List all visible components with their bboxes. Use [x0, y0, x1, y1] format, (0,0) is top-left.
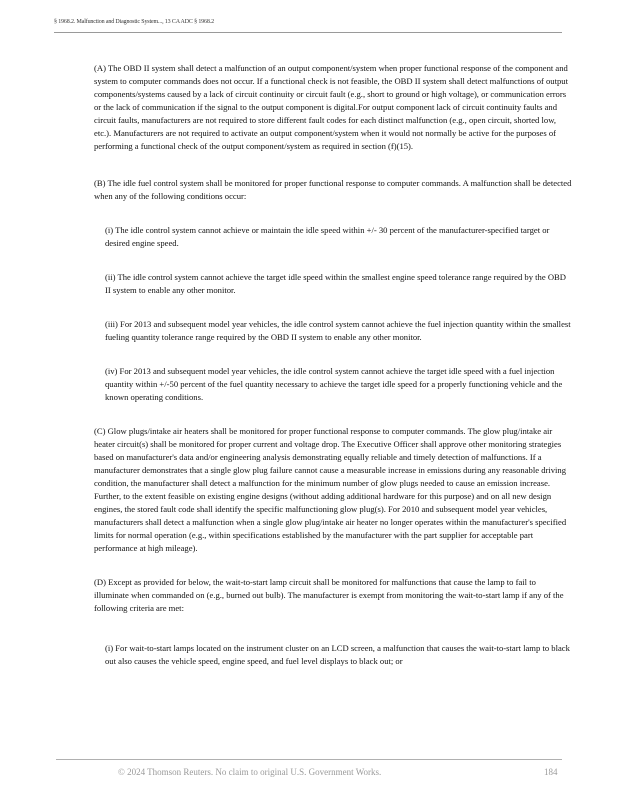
running-head: § 1968.2. Malfunction and Diagnostic System..., 13 CA ADC § 1968.2	[54, 19, 214, 25]
header-divider	[54, 32, 562, 33]
paragraph-b: (B) The idle fuel control system shall be monitored for proper functional response to computer commands. A malfunction shall be detected when any of the following conditions occur:	[94, 178, 572, 201]
paragraph-b-iii: (iii) For 2013 and subsequent model year vehicles, the idle control system cannot achieve the fuel injection quantity within the smallest fueling quantity tolerance range required by the OBD II system to enable any other monitor.	[105, 319, 571, 342]
paragraph-a: (A) The OBD II system shall detect a malfunction of an output component/system when proper functional response of the component and system to computer commands does not occur. If a functional check is not feasible, the OBD II system shall detect malfunctions of output components/systems caused by a lack of circuit continuity or circuit fault (e.g., short to ground or high voltage), or communication errors or the lack of communication if the signal to the output component is digital.For output component lack of circuit continuity faults and circuit faults, manufacturers are not required to store different fault codes for each distinct malfunction (e.g., open circuit, shorted low, etc.). Manufacturers are not required to activate an output component/system when it would not normally be active for the purposes of performing a functional check of the output component/system as required in section (f)(15).	[94, 63, 568, 151]
paragraph-b-ii: (ii) The idle control system cannot achieve the target idle speed within the smallest engine speed tolerance range required by the OBD II system to enable any other monitor.	[105, 272, 566, 295]
document-body	[94, 62, 572, 668]
paragraph-d: (D) Except as provided for below, the wait-to-start lamp circuit shall be monitored for malfunctions that cause the lamp to fail to illuminate when commanded on (e.g., burned out bulb). The manufacturer is exempt from monitoring the wait-to-start lamp if any of the following criteria are met:	[94, 577, 564, 613]
paragraph-b-i: (i) The idle control system cannot achieve or maintain the idle speed within +/- 30 percent of the manufacturer-specified target or desired engine speed.	[105, 225, 550, 248]
paragraph-d-i: (i) For wait-to-start lamps located on the instrument cluster on an LCD screen, a malfunction that causes the wait-to-start lamp to black out also causes the vehicle speed, engine speed, and fuel level displays to black out; or	[105, 643, 570, 666]
footer-copyright: © 2024 Thomson Reuters. No claim to original U.S. Government Works.	[118, 767, 382, 777]
footer-divider	[56, 759, 562, 760]
paragraph-b-iv: (iv) For 2013 and subsequent model year vehicles, the idle control system cannot achieve the target idle speed with a fuel injection quantity within +/-50 percent of the fuel quantity necessary to achieve the target idle speed for a properly functioning vehicle and the known operating conditions.	[105, 366, 563, 402]
page-number: 184	[544, 767, 558, 777]
paragraph-c: (C) Glow plugs/intake air heaters shall be monitored for proper functional response to computer commands. The glow plug/intake air heater circuit(s) shall be monitored for proper current and voltage drop. The Executive Officer shall approve other monitoring strategies based on manufacturer's data and/or engineering analysis demonstrating equally reliable and timely detection of malfunctions. If a manufacturer demonstrates that a single glow plug failure cannot cause a measurable increase in emissions during any reasonable driving condition, the manufacturer shall detect a malfunction for the minimum number of glow plugs needed to cause an emission increase. Further, to the extent feasible on existing engine designs (without adding additional hardware for this purpose) and on all new design engines, the stored fault code shall identify the specific malfunctioning glow plug(s). For 2010 and subsequent model year vehicles, manufacturers shall detect a malfunction when a single glow plug/intake air heater no longer operates within the manufacturer's specified limits for normal operation (e.g., within specifications established by the manufacturer with the part supplier for acceptable part performance at high mileage).	[94, 426, 567, 553]
